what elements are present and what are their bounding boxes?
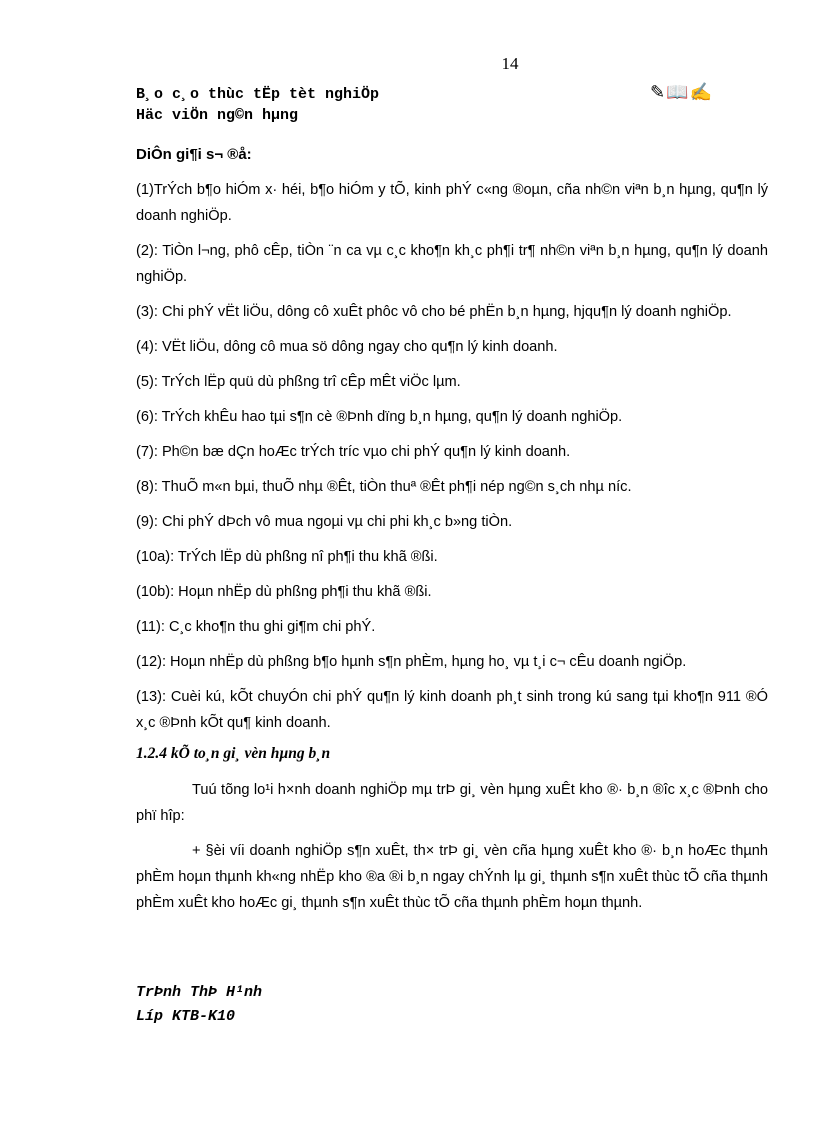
diagram-item: (8): ThuÕ m«n bµi, thuÕ nhµ ®Êt, tiÒn thuª ®Êt ph¶i nép ng©n s¸ch nhµ níc. — [136, 479, 632, 495]
diagram-item: (6): TrÝch khÊu hao tµi s¶n cè ®Þnh dïng b¸n hµng, qu¶n lý doanh nghiÖp. — [136, 409, 623, 425]
diagram-item: (4): VËt liÖu, dông cô mua sö dông ngay cho qu¶n lý kinh doanh. — [136, 339, 558, 355]
diagram-item: (11): C¸c kho¶n thu ghi gi¶m chi phÝ. — [136, 619, 376, 635]
diagram-item: (13): Cuèi kú, kÕt chuyÓn chi phÝ qu¶n lý kinh doanh ph¸t sinh trong kú sang tµi kho¶n 911 ®Ó x¸c ®Þnh kÕt qu¶ kinh doanh. — [136, 689, 768, 731]
diagram-item: (10b): Hoµn nhËp dù phßng ph¶i thu khã ®ßi. — [136, 584, 432, 600]
diagram-item: (3): Chi phÝ vËt liÖu, dông cô xuÊt phôc vô cho bé phËn b¸n hµng, hjqu¶n lý doanh nghiÖp. — [136, 304, 732, 320]
page-number: 14 — [501, 54, 519, 73]
diagram-item: (2): TiÒn l¬ng, phô cÊp, tiÒn ¨n ca vµ c¸c kho¶n kh¸c ph¶i tr¶ nh©n viªn b¸n hµng, qu¶n lý doanh nghiÖp. — [136, 243, 768, 285]
diagram-item: (5): TrÝch lËp quü dù phßng trî cÊp mÊt viÖc lµm. — [136, 374, 461, 390]
section-paragraph: Tuú tõng lo¹i h×nh doanh nghiÖp mµ trÞ gi¸ vèn hµng xuÊt kho ®· b¸n ®îc x¸c ®Þnh cho phï hîp: — [136, 782, 768, 824]
institution-name: Häc viÖn ng©n hµng — [136, 107, 299, 124]
document-body — [136, 146, 768, 925]
report-title: B¸o c¸o thùc tËp tèt nghiÖp — [136, 86, 380, 103]
diagram-item-list — [136, 177, 768, 736]
section-heading: 1.2.4 kÕ to¸n gi¸ vèn hµng b¸n — [136, 745, 331, 762]
diagram-item: (1)TrÝch b¶o hiÓm x· héi, b¶o hiÓm y tÕ, kinh phÝ c«ng ®oµn, cña nh©n viªn b¸n hµng, qu¶n lý doanh nghiÖp. — [136, 182, 768, 224]
header-decoration-icon: ✎📖✍ — [650, 82, 713, 102]
diagram-item: (10a): TrÝch lËp dù phßng nî ph¶i thu khã ®ßi. — [136, 549, 438, 565]
diagram-item: (7): Ph©n bæ dÇn hoÆc trÝch tríc vµo chi phÝ qu¶n lý kinh doanh. — [136, 444, 571, 460]
page-header — [136, 84, 379, 126]
page-footer — [136, 981, 262, 1029]
diagram-explanation-title: DiÔn gi¶i s¬ ®å: — [136, 146, 252, 163]
author-name: TrÞnh ThÞ H¹nh — [136, 984, 263, 1001]
section-paragraph: + §èi víi doanh nghiÖp s¶n xuÊt, th× trÞ gi¸ vèn cña hµng xuÊt kho ®· b¸n hoÆc thµnh phÈm hoµn thµnh kh«ng nhËp kho ®a ®i b¸n ngay chÝnh lµ gi¸ thµnh s¶n xuÊt thùc tÕ cña thµnh phÈm xuÊt kho hoÆc gi¸ thµnh s¶n xuÊt thùc tÕ cña thµnh phÈm hoµn thµnh. — [136, 843, 768, 911]
diagram-item: (12): Hoµn nhËp dù phßng b¶o hµnh s¶n phÈm, hµng ho¸ vµ t¸i c¬ cÊu doanh ngiÖp. — [136, 654, 687, 670]
class-name: Líp KTB-K10 — [136, 1008, 236, 1025]
diagram-item: (9): Chi phÝ dÞch vô mua ngoµi vµ chi phi kh¸c b»ng tiÒn. — [136, 514, 513, 530]
